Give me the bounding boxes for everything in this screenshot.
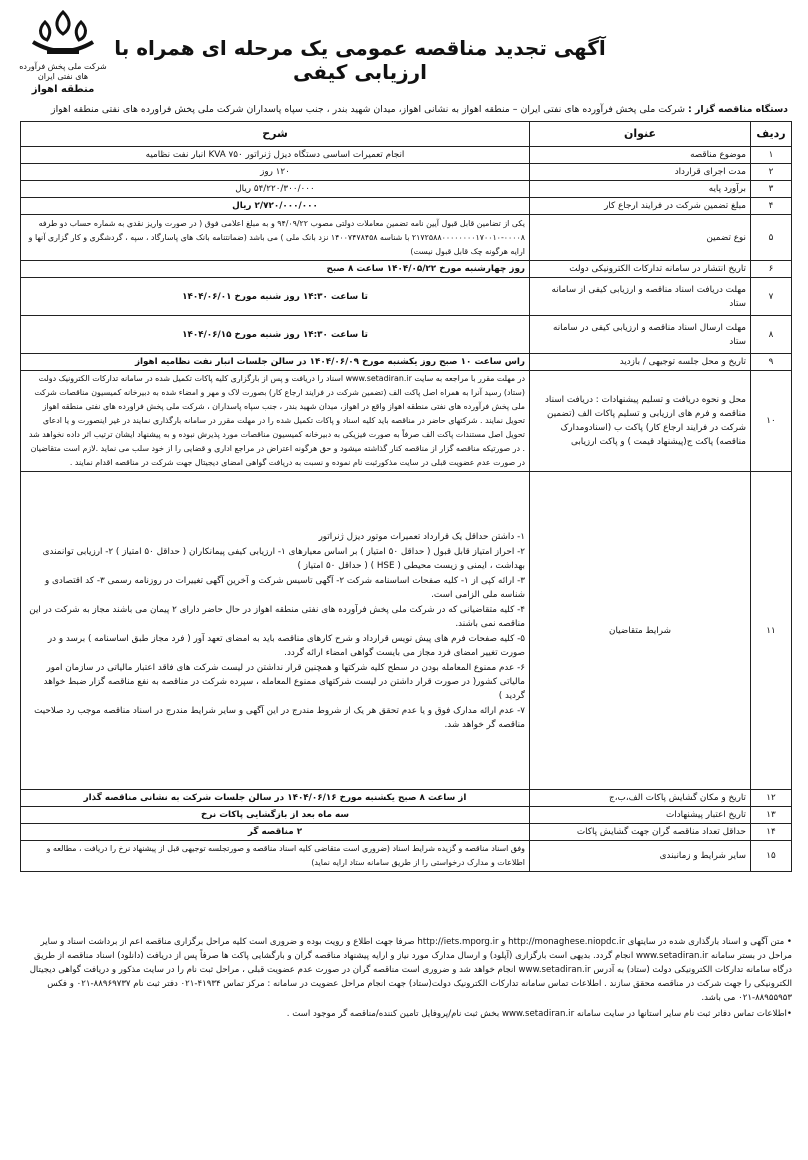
row-desc: روز چهارشنبه مورخ ۱۴۰۴/۰۵/۲۲ ساعت ۸ صبح bbox=[21, 261, 530, 278]
logo-org-name: شرکت ملی پخش فرآورده های نفتی ایران bbox=[19, 62, 107, 81]
row-desc: ۵۴/۲۲۰/۳۰۰/۰۰۰ ریال bbox=[21, 181, 530, 198]
list-item: ۱- داشتن حداقل یک قرارداد تعمیرات موتور دیزل ژنراتور bbox=[318, 531, 525, 542]
table-row bbox=[21, 198, 792, 215]
row-title: حداقل تعداد مناقصه گران جهت گشایش پاکات bbox=[530, 824, 751, 841]
list-item: ۷- عدم ارائه مدارک فوق و یا عدم تحقق هر یک از شروط مندرج در این آگهی و سایر شرایط مندرج در اسناد مناقصه موجب رد صلاحیت مناقصه گر خواهد شد. bbox=[34, 705, 525, 730]
list-item: ۵- کلیه صفحات فرم های پیش نویس قرارداد و شرح کارهای مناقصه باید به امضای تعهد آور ( فرد مجاز طبق اساسنامه ) برسد و در صورت تغییر امضای فرد مجاز می بایست گواهی امضاء ارائه گردد. bbox=[47, 633, 525, 658]
table-row bbox=[21, 164, 792, 181]
table-header-row bbox=[21, 122, 792, 147]
header-desc: شرح bbox=[21, 122, 530, 147]
row-num: ۸ bbox=[751, 316, 792, 354]
note-1: • متن آگهی و اسناد بارگذاری شده در سایتهای http://monaghese.niopdc.ir و http://iets.mporg.ir صرفا جهت اطلاع و رویت بوده و ضروری است کلیه مراحل برگزاری مناقصه اعم از برداشت اسناد و سایر مراحل در بستر سامانه www.setadiran.ir انجام گردد. بدیهی است بارگزاری (آپلود) و ارسال مدارک مورد نیاز و ارایه پیشنهاد مناقصه گران و بارگشایی پاکت ها صرفاً پس از دریافت (دانلود) اسناد مناقصه از طریق درگاه سامانه تدارکات الکترونیکی دولت (ستاد) به آدرس www.setadiran.ir انجام خواهد شد و ضروری است مناقصه گران در صورت عدم عضویت قبلی ، مراحل ثبت نام را در سایت مذکور و دریافت گواهی دیجیتال الکترونیکی را جهت شرکت در مناقصه محقق سازند . اطلاعات تماس سامانه تدارکات الکترونیک دولت(ستاد) جهت انجام مراحل عضویت در سامانه : مرکز تماس ۴۱۹۳۴-۰۲۱ دفتر ثبت نام ۸۸۹۶۹۷۳۷-۰۲۱ و فکس ۸۸۹۵۵۹۵۳-۰۲۱ می باشد. bbox=[29, 937, 792, 1003]
row-desc: انجام تعمیرات اساسی دستگاه دیزل ژنراتور ۷۵۰ KVA انبار نفت نظامیه bbox=[21, 147, 530, 164]
table-row bbox=[21, 215, 792, 261]
row-desc: در مهلت مقرر با مراجعه به سایت www.setadiran.ir اسناد را دریافت و پس از بارگزاری کلیه پاکات تکمیل شده در سامانه تدارکات الکترونیک دولت (ستاد) رسید آنرا به همراه اصل پاکت الف (تضمین شرکت در فرایند ارجاع کار) بصورت لاک و مهر و امضاء شده به دبیرخانه کمیسیون مناقصات شرکت ملی پخش فرآورده های نفتی منطقه اهواز واقع در اهواز، میدان شهید بندر ، جنب سپاه پاسداران ، شرکت ملی پخش فراورده های نفتی منطقه اهواز تحویل نمایند . شرکتهای حاضر در مناقصه باید کلیه اسناد و پاکات تکمیل شده را در مهلت مقرر در سامانه بارگذاری نمایند در غیر اینصورت و یا ادعای تحویل اصل مستندات پاکت الف صرفاً به صورت فیزیکی به دبیرخانه کمیسیون مناقصات مورد پذیرش نبوده و به پیشنهاد ایشان ترتیب اثر داده نخواهد شد . در صورتیکه مناقصه گزار از مناقصه کنار گذاشته میشود و حق هرگونه اعتراض در مراجع اداری و قضایی را از خود سلب می نماید .لازم است متقاضیان در صورت عدم عضویت قبلی در سایت مذکورثبت نام نموده و نسبت به دریافت گواهی امضای دیجیتال جهت شرکت در مناقصه اقدام نمایند . bbox=[21, 371, 530, 472]
list-item: ۶- عدم ممنوع المعامله بودن در سطح کلیه شرکتها و همچنین قرار نداشتن در لیست شرکت های فاقد اعتبار مالیاتی در سازمان امور مالیاتی کشور( در صورت قرار داشتن در لیست شرکتهای ممنوع المعامله ، سپرده شرکت در مناقصه به نفع مناقصه گزار ضبط خواهد گردید ) bbox=[43, 662, 525, 701]
row-desc: سه ماه بعد از بازگشایی پاکات نرخ bbox=[21, 807, 530, 824]
row-desc: از ساعت ۸ صبح یکشنبه مورخ ۱۴۰۴/۰۶/۱۶ در سالن جلسات شرکت به نشانی مناقصه گذار bbox=[21, 790, 530, 807]
header-num: ردیف bbox=[751, 122, 792, 147]
table-row bbox=[21, 278, 792, 316]
note-2: •اطلاعات تماس دفاتر ثبت نام سایر استانها در سایت سامانه www.setadiran.ir بخش ثبت نام/پروفایل تامین کننده/مناقصه گر موجود است . bbox=[286, 1009, 792, 1019]
row-desc: ۲ مناقصه گر bbox=[21, 824, 530, 841]
row-desc: راس ساعت ۱۰ صبح روز یکشنبه مورخ ۱۴۰۴/۰۶/۰۹ در سالن جلسات انبار نفت نظامیه اهواز bbox=[21, 354, 530, 371]
row-title: تاریخ و مکان گشایش پاکات الف،ب،ج bbox=[530, 790, 751, 807]
row-title: برآورد پایه bbox=[530, 181, 751, 198]
table-row bbox=[21, 824, 792, 841]
row-title: موضوع مناقصه bbox=[530, 147, 751, 164]
table-row bbox=[21, 790, 792, 807]
agency-label: دستگاه مناقصه گزار : bbox=[687, 104, 788, 115]
row-num: ۲ bbox=[751, 164, 792, 181]
table-row bbox=[21, 354, 792, 371]
table-row bbox=[21, 181, 792, 198]
row-num: ۱۲ bbox=[751, 790, 792, 807]
row-num: ۱۵ bbox=[751, 841, 792, 872]
row-desc: وفق اسناد مناقصه و گزیده شرایط اسناد (ضروری است متقاضی کلیه اسناد مناقصه و صورتجلسه توجیهی قبل از پیشنهاد نرخ را دریافت ، مطالعه و اطلاعات و مدارک درخواستی را از طریق سامانه ستاد ارایه نماید) bbox=[21, 841, 530, 872]
table-row bbox=[21, 371, 792, 472]
row-num: ۱۰ bbox=[751, 371, 792, 472]
table-row bbox=[21, 472, 792, 790]
list-item: ۳- ارائه کپی از ۱- کلیه صفحات اساسنامه شرکت ۲- آگهی تاسیس شرکت و آخرین آگهی تغییرات در روزنامه رسمی ۳- کد اقتصادی و شناسه ملی الزامی است. bbox=[45, 575, 525, 600]
row-title: مهلت ارسال اسناد مناقصه و ارزیابی کیفی در سامانه ستاد bbox=[530, 316, 751, 354]
row-title: شرایط متقاضیان bbox=[530, 472, 751, 790]
row-num: ۱۱ bbox=[751, 472, 792, 790]
row-title: تاریخ و محل جلسه توجیهی / بازدید bbox=[530, 354, 751, 371]
row-title: محل و نحوه دریافت و تسلیم پیشنهادات : دریافت اسناد مناقصه و فرم های ارزیابی و تسلیم پاکات الف (تضمین شرکت در فرایند ارجاع کار) پاکت ب (اسنادومدارک مناقصه) پاکت ج(پیشنهاد قیمت ) و پاکت ارزیابی bbox=[530, 371, 751, 472]
tender-table bbox=[20, 121, 792, 872]
header-title: عنوان bbox=[530, 122, 751, 147]
agency-line bbox=[18, 103, 788, 117]
table-row bbox=[21, 807, 792, 824]
table-row bbox=[21, 147, 792, 164]
row-title: تاریخ انتشار در سامانه تدارکات الکترونیکی دولت bbox=[530, 261, 751, 278]
row-desc: ۲/۷۲۰/۰۰۰/۰۰۰ ریال bbox=[21, 198, 530, 215]
row-num: ۶ bbox=[751, 261, 792, 278]
row-desc: ۱۲۰ روز bbox=[21, 164, 530, 181]
row-num: ۹ bbox=[751, 354, 792, 371]
row-title: تاریخ اعتبار پیشنهادات bbox=[530, 807, 751, 824]
row-num: ۷ bbox=[751, 278, 792, 316]
row-num: ۱ bbox=[751, 147, 792, 164]
footer-notes bbox=[20, 935, 792, 1023]
applicant-conditions-list bbox=[21, 472, 530, 790]
table-row bbox=[21, 316, 792, 354]
row-title: مدت اجرای قرارداد bbox=[530, 164, 751, 181]
row-title: مهلت دریافت اسناد مناقصه و ارزیابی کیفی از سامانه ستاد bbox=[530, 278, 751, 316]
row-num: ۱۴ bbox=[751, 824, 792, 841]
logo-region-name: منطقه اهواز bbox=[31, 84, 95, 95]
row-num: ۳ bbox=[751, 181, 792, 198]
row-num: ۵ bbox=[751, 215, 792, 261]
agency-text: شرکت ملی پخش فرآورده های نفتی ایران – منطقه اهواز به نشانی اهواز، میدان شهید بندر ، جنب سپاه پاسداران شرکت ملی پخش فراورده های نفتی منطقه اهواز bbox=[51, 104, 685, 115]
row-title: نوع تضمین bbox=[530, 215, 751, 261]
page-title: آگهی تجدید مناقصه عمومی یک مرحله ای همراه با ارزیابی کیفی bbox=[114, 36, 606, 84]
row-desc: تا ساعت ۱۴:۳۰ روز شنبه مورخ ۱۴۰۴/۰۶/۱۵ bbox=[21, 316, 530, 354]
row-desc: یکی از تضامین قابل قبول آیین نامه تضمین معاملات دولتی مصوب ۹۴/۰۹/۲۲ و به مبلغ اعلامی فوق ( در صورت واریز نقدی به شماره حساب دو طرفه ۰۰۰۰۸-۲۱۷۲۵۸۸۰۰۰۰۰۰۰۰۱۷۰۰۱۰ با شناسه ۱۴۰۰۷۴۷۸۴۵۸ نزد بانک ملی ) می باشد (ضمانتنامه بانک های پاسارگاد ، سپه ، گردشگری و کار گزاری آنها و ارایه هرگونه چک قابل قبول نیست) bbox=[21, 215, 530, 261]
row-num: ۱۳ bbox=[751, 807, 792, 824]
list-item: ۴- کلیه متقاضیانی که در شرکت ملی پخش فرآورده های نفتی منطقه اهواز در حال حاضر دارای ۲ پیمان می باشند مجاز به شرکت در این مناقصه نمی باشند. bbox=[29, 604, 525, 629]
list-item: ۲- احراز امتیاز قابل قبول ( حداقل ۵۰ امتیاز ) بر اساس معیارهای ۱- ارزیابی کیفی پیمانکاران ( حداقل ۵۰ امتیاز ) ۲- ارزیابی توانمندی بهداشت ، ایمنی و زیست محیطی ( HSE ) ( حداقل ۵۰ امتیاز ) bbox=[42, 546, 525, 571]
row-title: سایر شرایط و زمانبندی bbox=[530, 841, 751, 872]
row-title: مبلغ تضمین شرکت در فرایند ارجاع کار bbox=[530, 198, 751, 215]
row-desc: تا ساعت ۱۴:۳۰ روز شنبه مورخ ۱۴۰۴/۰۶/۰۱ bbox=[21, 278, 530, 316]
row-num: ۴ bbox=[751, 198, 792, 215]
table-row bbox=[21, 841, 792, 872]
table-row bbox=[21, 261, 792, 278]
